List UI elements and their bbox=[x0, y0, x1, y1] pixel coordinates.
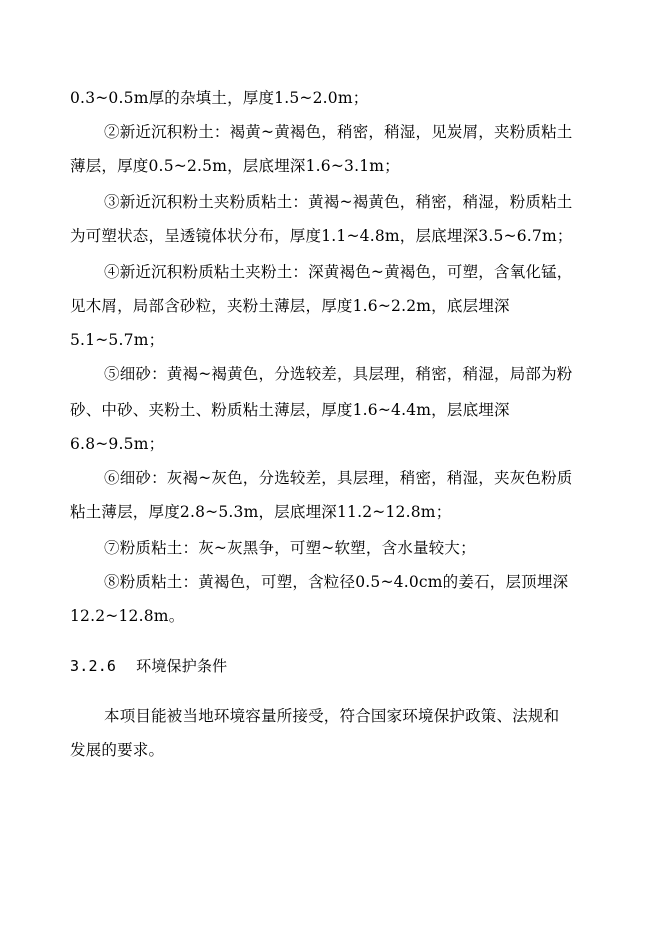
section-title: 环境保护条件 bbox=[136, 657, 228, 675]
layer7-line1: ⑦粉质粘土：灰~灰黑争，可塑~软塑，含水量较大； bbox=[104, 539, 476, 557]
layer2-line1: ②新近沉积粉土：褐黄~黄褐色，稍密，稍湿，见炭屑，夹粉质粘土 bbox=[104, 123, 573, 141]
layer6-line2: 粘土薄层，厚度2.8~5.3m，层底埋深11.2~12.8m； bbox=[70, 503, 452, 521]
layer5-line3: 6.8~9.5m； bbox=[70, 435, 165, 453]
section-heading bbox=[70, 656, 227, 676]
layer3-line1: ③新近沉积粉土夹粉质粘土：黄褐~褐黄色，稍密，稍湿，粉质粘土 bbox=[104, 193, 573, 211]
layer1-continuation: 0.3~0.5m厚的杂填土，厚度1.5~2.0m； bbox=[70, 89, 369, 107]
environment-line1: 本项目能被当地环境容量所接受，符合国家环境保护政策、法规和 bbox=[104, 707, 560, 725]
layer8-line1: ⑧粉质粘土：黄褐色，可塑，含粒径0.5~4.0cm的姜石，层顶埋深 bbox=[104, 573, 569, 591]
layer5-line2: 砂、中砂、夹粉土、粉质粘土薄层，厚度1.6~4.4m，层底埋深 bbox=[70, 401, 510, 419]
layer5-line1: ⑤细砂：黄褐~褐黄色，分选较差，具层理，稍密，稍湿，局部为粉 bbox=[104, 365, 573, 383]
section-number: 3.2.6 bbox=[70, 657, 117, 675]
layer8-line2: 12.2~12.8m。 bbox=[70, 607, 185, 625]
layer2-line2: 薄层，厚度0.5~2.5m，层底埋深1.6~3.1m； bbox=[70, 157, 400, 175]
layer4-line2: 见木屑，局部含砂粒，夹粉土薄层，厚度1.6~2.2m，底层埋深 bbox=[70, 297, 510, 315]
layer4-line3: 5.1~5.7m； bbox=[70, 331, 165, 349]
environment-line2: 发展的要求。 bbox=[70, 741, 165, 759]
layer3-line2: 为可塑状态，呈透镜体状分布，厚度1.1~4.8m，层底埋深3.5~6.7m； bbox=[70, 227, 573, 245]
layer4-line1: ④新近沉积粉质粘土夹粉土：深黄褐色~黄褐色，可塑，含氧化锰， bbox=[104, 263, 573, 281]
layer6-line1: ⑥细砂：灰褐~灰色，分选较差，具层理，稍密，稍湿，夹灰色粉质 bbox=[104, 469, 573, 487]
